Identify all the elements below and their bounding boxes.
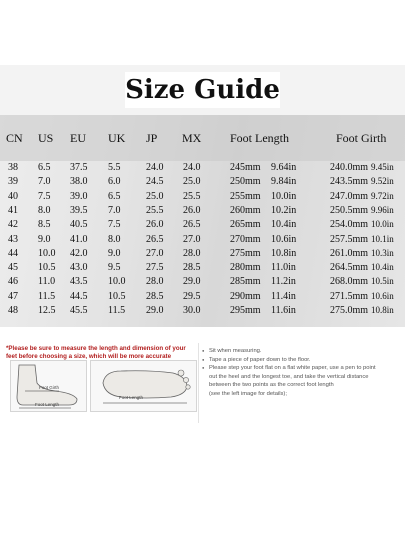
table-cell: 38 [8,162,18,173]
table-cell: 265mm [230,219,261,231]
table-cell: 9.64in [271,162,297,173]
table-cell: 29.0 [183,276,201,288]
table-cell: 10.8in [371,305,394,315]
column-header: EU [70,131,86,145]
measure-note: *Please be sure to measure the length and dimension of your feet before choosing a size, which will be more accurate [6,345,186,360]
table-cell: 47 [8,290,18,302]
table-cell: 25.5 [146,204,164,216]
table-cell: 30.0 [183,305,201,316]
table-cell: 295mm [230,305,261,316]
measure-step: ● Sit when measuring. [200,347,400,356]
table-cell: 10.0 [38,247,56,259]
table-cell: 10.0 [108,276,126,288]
table-cell: 24.5 [146,176,164,188]
table-cell: 43.5 [70,276,88,288]
table-cell: 28.5 [183,262,201,274]
table-cell: 27.0 [183,233,201,245]
table-cell: 37.5 [70,162,88,173]
table-cell: 9.45in [371,162,394,172]
table-cell: 245mm [230,162,261,173]
column-header: JP [146,131,158,145]
table-cell: 11.4in [271,290,296,302]
table-cell: 10.4in [371,262,394,273]
table-cell: 43.0 [70,262,88,274]
table-cell: 250mm [230,176,261,188]
table-cell: 247.0mm [330,190,369,202]
table-cell: 10.1in [371,233,394,244]
section-divider [198,343,199,423]
table-cell: 28.5 [146,290,164,302]
page-title: Size Guide [125,72,280,108]
table-cell: 7.0 [108,204,121,216]
table-cell: 38.0 [70,176,88,188]
table-cell: 11.0 [38,276,56,288]
measure-step: between the two points as the correct foot length [209,382,334,389]
measure-step: (see the left image for details); [209,390,287,397]
table-cell: 268.0mm [330,276,369,288]
table-cell: 9.52in [371,176,394,187]
table-cell: 41 [8,204,18,216]
table-cell: 264.5mm [330,262,369,274]
table-cell: 11.6in [271,305,296,316]
table-cell: 26.0 [183,204,201,216]
table-cell: 12.5 [38,305,56,316]
table-cell: 10.6in [371,290,394,301]
table-cell: 260mm [230,204,261,216]
foot-length-label: Foot Length [35,402,60,407]
table-cell: 11.2in [271,276,296,288]
table-cell: 5.5 [108,162,121,173]
table-cell: 25.0 [146,190,164,202]
column-header: CN [6,131,23,145]
table-cell: 275mm [230,247,261,259]
table-cell: 29.5 [183,290,201,302]
table-cell: 41.0 [70,233,88,245]
table-cell: 275.0mm [330,305,369,316]
table-cell: 25.5 [183,190,201,202]
table-cell: 9.72in [371,190,394,201]
column-header: Foot Length [230,131,289,145]
table-cell: 44 [8,247,18,259]
table-cell: 9.0 [108,247,121,259]
table-cell: 10.0in [271,190,297,202]
table-cell: 6.5 [108,190,121,202]
column-header: UK [108,131,126,145]
measure-step: out the heel and the longest toe, and take the vertical distance [209,373,369,380]
table-cell: 243.5mm [330,176,369,188]
table-cell: 39.0 [70,190,88,202]
measure-step: ● Please step your foot flat on a flat white paper, use a pen to point [200,364,400,373]
table-cell: 8.0 [108,233,121,245]
table-cell: 24.0 [146,162,164,173]
table-cell: 43 [8,233,18,245]
table-cell: 11.5 [108,305,126,316]
measure-step: ● Tape a piece of paper down to the floor. [200,356,400,365]
table-cell: 46 [8,276,18,288]
column-header: US [38,131,54,145]
table-cell: 9.0 [38,233,51,245]
table-cell: 28.0 [183,247,201,259]
table-cell: 10.2in [271,204,297,216]
table-cell: 26.5 [183,219,201,231]
foot-girth-label: Foot Girth [39,385,60,390]
table-cell: 10.5 [38,262,56,274]
table-cell: 26.5 [146,233,164,245]
table-cell: 10.8in [271,247,297,259]
table-cell: 8.0 [38,204,51,216]
table-cell: 9.84in [271,176,297,188]
table-cell: 6.0 [108,176,121,188]
column-header: Foot Girth [336,131,387,145]
table-cell: 10.5in [371,276,394,287]
table-cell: 25.0 [183,176,201,188]
table-cell: 250.5mm [330,204,369,216]
table-cell: 255mm [230,190,261,202]
table-cell: 39 [8,176,18,188]
table-cell: 285mm [230,276,261,288]
table-cell: 254.0mm [330,219,369,231]
table-cell: 28.0 [146,276,164,288]
table-cell: 6.5 [38,162,51,173]
table-cell: 11.5 [38,290,56,302]
table-cell: 9.96in [371,204,394,215]
column-header: MX [182,131,202,145]
table-cell: 24.0 [183,162,201,173]
table-cell: 11.0in [271,262,296,274]
foot-top-illustration [90,360,197,412]
table-cell: 42.0 [70,247,88,259]
table-cell: 261.0mm [330,247,369,259]
table-cell: 10.3in [371,247,394,258]
table-cell: 26.0 [146,219,164,231]
table-cell: 39.5 [70,204,88,216]
table-cell: 10.6in [271,233,297,245]
table-cell: 42 [8,219,18,231]
table-cell: 290mm [230,290,261,302]
table-cell: 7.0 [38,176,51,188]
foot-length-label-2: Foot Length [119,395,144,400]
table-cell: 9.5 [108,262,121,274]
measure-steps [200,347,400,399]
table-cell: 45 [8,262,18,274]
table-cell: 40 [8,190,18,202]
table-cell: 10.0in [371,219,394,230]
table-cell: 44.5 [70,290,88,302]
table-cell: 48 [8,305,18,316]
table-cell: 7.5 [38,190,51,202]
table-cell: 240.0mm [330,162,369,173]
table-cell: 10.4in [271,219,297,231]
table-cell: 7.5 [108,219,121,231]
table-cell: 280mm [230,262,261,274]
table-cell: 270mm [230,233,261,245]
table-cell: 45.5 [70,305,88,316]
foot-top-icon [91,361,196,411]
table-cell: 29.0 [146,305,164,316]
table-cell: 40.5 [70,219,88,231]
foot-side-illustration [10,360,87,412]
table-cell: 257.5mm [330,233,369,245]
table-cell: 8.5 [38,219,51,231]
table-cell: 27.5 [146,262,164,274]
table-cell: 10.5 [108,290,126,302]
table-cell: 27.0 [146,247,164,259]
table-cell: 271.5mm [330,290,369,302]
